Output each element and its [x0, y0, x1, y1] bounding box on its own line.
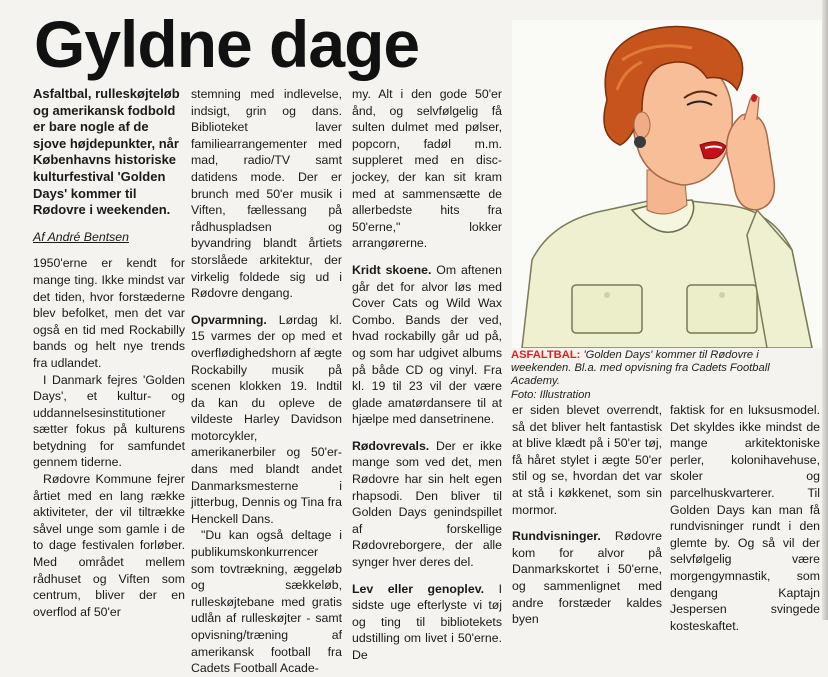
- caption-credit: Foto: Illustration: [511, 388, 591, 401]
- body-paragraph: Rødovre Kommune fejrer årtiet med en lang række aktiviteter, der vil tiltrække såvel unge som gamle i de to dage festivalen forløber. Med området mellem rådhuset og Viften som centrum, bliver der en overflod af 50'er: [33, 472, 185, 619]
- illustration-woman-calling: [512, 20, 828, 348]
- section-text: Der er ikke mange som ved det, men Rødovre har sin helt egen rhapsodi. Den bliver til Golden Days genindspillet af forskellige Rødovreborgere, der alle synger hver deres del.: [352, 438, 502, 570]
- subheading: Rødovrevals.: [352, 438, 430, 453]
- subheading: Opvarmning.: [191, 312, 267, 327]
- caption-text: 'Golden Days' kommer til Rødovre i weekenden. Bl.a. med opvisning fra Cadets Football Academy.: [511, 349, 770, 388]
- column-1: [33, 86, 185, 620]
- subheading: Lev eller genoplev.: [352, 581, 485, 596]
- body-paragraph: er siden blevet overrendt, så det bliver helt fantastisk at blive klædt på i 50'er tøj, få håret stylet i ægte 50'er stil og se, hvordan det var at stå i køkkenet, som sin mormor.: [512, 403, 662, 517]
- section-paragraph: [352, 438, 502, 571]
- section-text: Om aftenen går det for alvor løs med Cover Cats og Wild Wax Combo. Bands der ved, hvad rockabilly går ud på, og som har udgivet albums på både CD og vinyl. Fra kl. 19 til 23 vil der være glade amatørdansere til at hjælpe med dansetrinene.: [352, 262, 502, 427]
- byline: Af André Bentsen: [33, 229, 129, 244]
- lead-paragraph: Asfaltbal, rulleskøjteløb og amerikansk fodbold er bare nogle af de sjove højdepunkter, når Københavns historiske kulturfestival 'Golden Days' kommer til Rødovre i weekenden.: [33, 86, 180, 218]
- body-paragraph: I Danmark fejres 'Golden Days', et kultur- og uddannelsesinstitutioner sætter fokus på kulturens betydning for samfundet gennem tiderne.: [33, 372, 185, 470]
- section-paragraph: [191, 312, 342, 528]
- headline: Gyldne dage: [34, 7, 420, 81]
- body-paragraph: stemning med indlevelse, indsigt, grin og dans. Biblioteket laver familiearrangementer med mad, radio/TV samt datidens mode. Der er brunch med 50'er musik i Viften, fællessang på rådhuspladsen og byvandring blandt årtiets storslåede arkitektur, der virkelig foldede sig ud i Rødovre dengang.: [191, 87, 342, 301]
- section-text: I sidste uge efterlyste vi tøj og ting til bibliotekets udstilling om livet i 50'erne. De: [352, 581, 502, 662]
- section-paragraph: [512, 528, 662, 628]
- body-paragraph: my. Alt i den gode 50'er ånd, og selvfølgelig få sulten dulmet med pølser, popcorn, fadøl m.m. suppleret med en disc-jockey, der kan sit kram med at sammensætte de allerbedste hits fra 50'erne," lokker arrangørerne.: [352, 87, 502, 251]
- subheading: Kridt skoene.: [352, 262, 432, 277]
- section-paragraph: [352, 581, 502, 664]
- page-edge: [822, 0, 828, 620]
- column-2: [191, 86, 342, 677]
- body-paragraph: faktisk for en luksusmodel. Det skyldes ikke mindst de mange arkitektoniske perler, kolonihavehuse, skoler og parcelhuskvarterer. Til Golden Days kan man få rundvisninger rundt i den glemte by. Og så vil der selvfølgelig være morgengymnastik, som dengang Kaptajn Jespersen svingede kosteskaftet.: [670, 403, 820, 633]
- section-text: Lørdag kl. 15 varmes der op med et overflødighedshorn af ægte Rockabilly musik på scenen klokken 19. Indtil da kan du opleve de vildeste Harley Davidson motorcykler, amerikanerbiler og 50'er-dans med blandt andet Danmarksmesterne i jitterbug, Dennis og Tina fra Henckell Dans.: [191, 312, 342, 526]
- body-paragraph: 1950'erne er kendt for mange ting. Ikke mindst var det tiden, hvor forstæderne blev befolket, men det var også en tid med Rockabilly bands og helt nye trends fra udlandet.: [33, 256, 185, 370]
- photo-caption: [511, 349, 821, 402]
- column-5: [670, 402, 820, 634]
- column-4: [512, 402, 662, 628]
- woman-illustration-icon: [512, 20, 828, 348]
- caption-tag: ASFALTBAL:: [511, 349, 581, 361]
- section-paragraph: [352, 262, 502, 428]
- column-3: [352, 86, 502, 664]
- section-text: Rødovre kom for alvor på Danmarkskortet i 50'erne, og sammenlignet med andre forstæder kaldes byen: [512, 529, 662, 627]
- body-paragraph: "Du kan også deltage i publikumskonkurrencer som tovtrækning, æggeløb og sækkeløb, rulleskøjtebane med gratis udlån af rulleskøjter - samt opvisning/træning af amerikansk football fra Cadets Football Acade-: [191, 528, 342, 676]
- subheading: Rundvisninger.: [512, 529, 601, 544]
